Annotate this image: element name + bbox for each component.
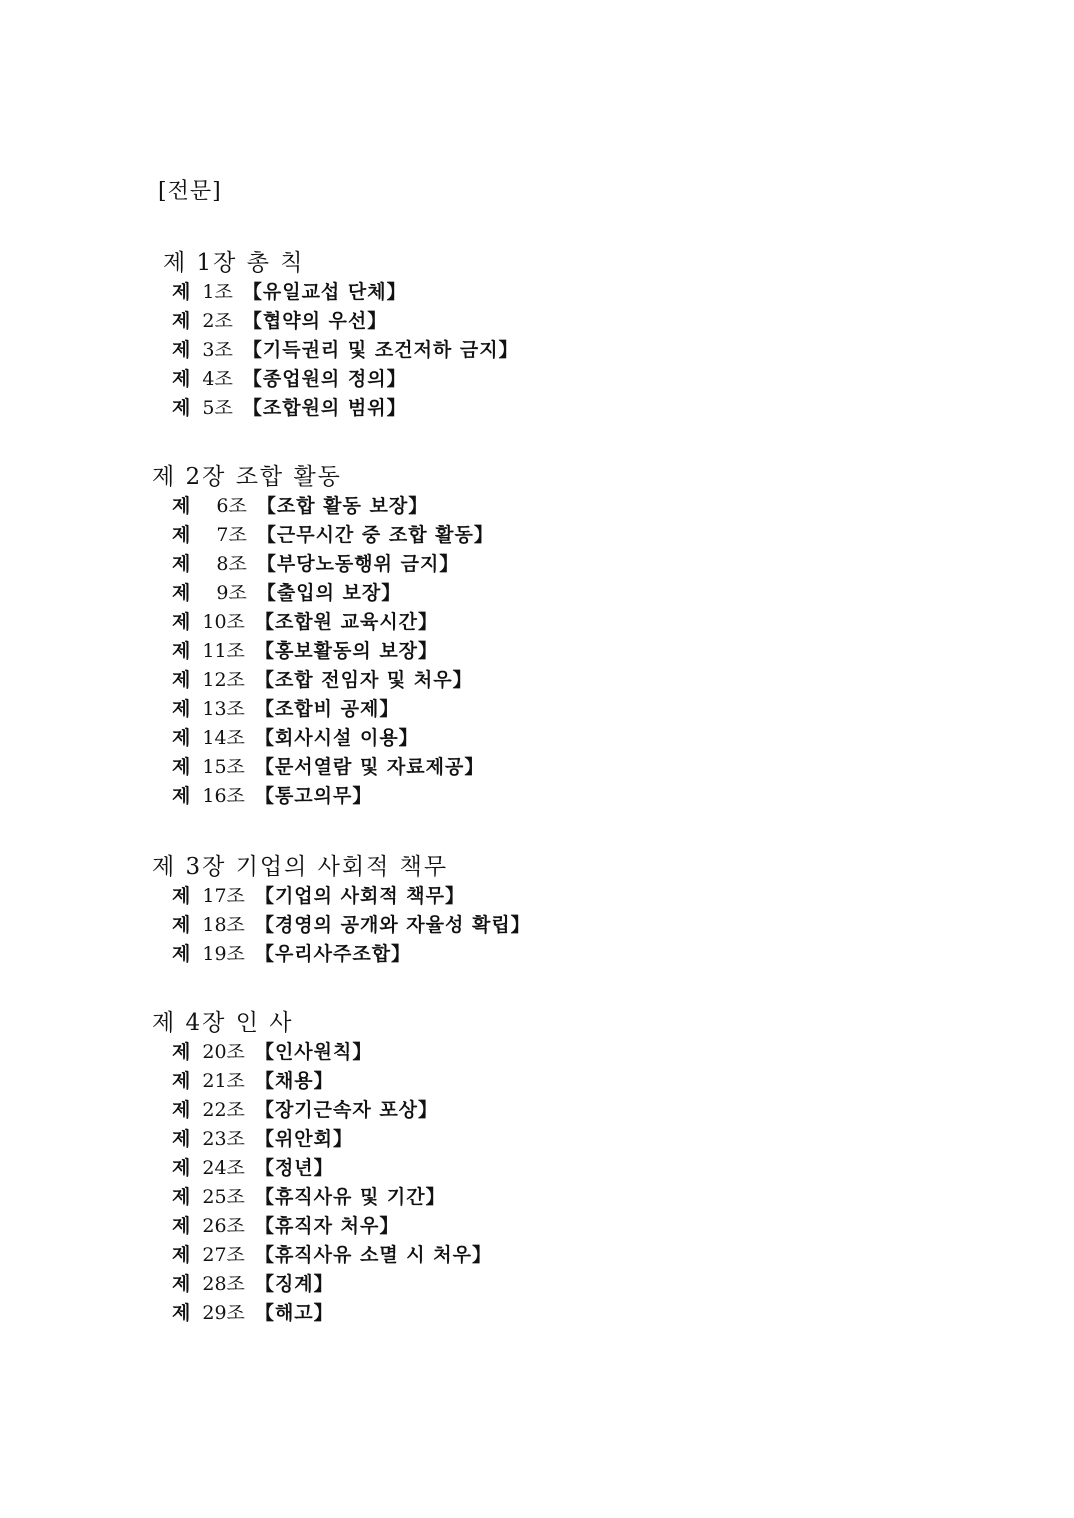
article-item: 제 26조 【휴직자 처우】 <box>172 1215 400 1237</box>
article-item: 제 8조 【부당노동행위 금지】 <box>172 553 460 575</box>
article-item: 제 11조 【홍보활동의 보장】 <box>172 640 439 662</box>
article-item: 제 14조 【회사시설 이용】 <box>172 727 419 749</box>
chapter-heading: 제 1장 총 칙 <box>163 250 305 276</box>
chapter-heading: 제 3장 기업의 사회적 책무 <box>152 854 449 880</box>
article-item: 제 12조 【조합 전임자 및 처우】 <box>172 669 473 691</box>
article-item: 제 28조 【징계】 <box>172 1273 334 1295</box>
article-item: 제 24조 【정년】 <box>172 1157 334 1179</box>
chapter-heading: 제 4장 인 사 <box>152 1010 294 1036</box>
article-item: 제 15조 【문서열람 및 자료제공】 <box>172 756 485 778</box>
article-item: 제 17조 【기업의 사회적 책무】 <box>172 885 465 907</box>
article-item: 제 3조 【기득권리 및 조건저하 금지】 <box>172 339 519 361</box>
article-item: 제 20조 【인사원칙】 <box>172 1041 373 1063</box>
article-item: 제 10조 【조합원 교육시간】 <box>172 611 439 633</box>
article-item: 제 29조 【해고】 <box>172 1302 334 1324</box>
article-item: 제 1조 【유일교섭 단체】 <box>172 281 407 303</box>
preamble-heading: [전문] <box>158 179 222 204</box>
article-item: 제 7조 【근무시간 중 조합 활동】 <box>172 524 494 546</box>
article-item: 제 22조 【장기근속자 포상】 <box>172 1099 439 1121</box>
article-item: 제 4조 【종업원의 정의】 <box>172 368 407 390</box>
article-item: 제 13조 【조합비 공제】 <box>172 698 400 720</box>
article-item: 제 6조 【조합 활동 보장】 <box>172 495 429 517</box>
article-item: 제 18조 【경영의 공개와 자율성 확립】 <box>172 914 531 936</box>
chapter-heading: 제 2장 조합 활동 <box>152 464 342 490</box>
article-item: 제 21조 【채용】 <box>172 1070 334 1092</box>
article-item: 제 23조 【위안회】 <box>172 1128 353 1150</box>
article-item: 제 5조 【조합원의 범위】 <box>172 397 407 419</box>
article-item: 제 25조 【휴직사유 및 기간】 <box>172 1186 446 1208</box>
article-item: 제 16조 【통고의무】 <box>172 785 373 807</box>
article-item: 제 27조 【휴직사유 소멸 시 처우】 <box>172 1244 492 1266</box>
article-item: 제 9조 【출입의 보장】 <box>172 582 402 604</box>
article-item: 제 19조 【우리사주조합】 <box>172 943 412 965</box>
article-item: 제 2조 【협약의 우선】 <box>172 310 388 332</box>
